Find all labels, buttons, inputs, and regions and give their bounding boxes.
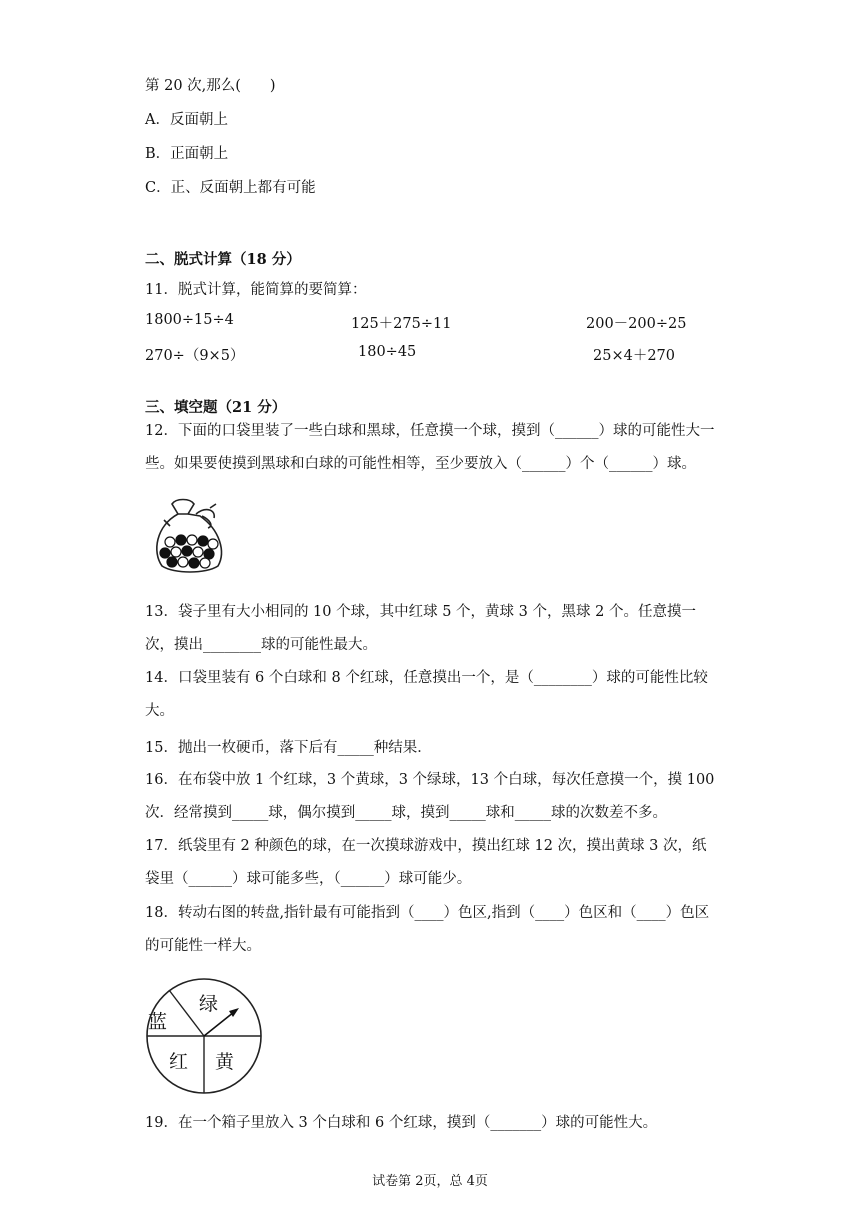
- q19-text: 19．在一个箱子里放入 3 个白球和 6 个红球，摸到（_______）球的可能性大。: [145, 1115, 658, 1131]
- q18-text: 18．转动右图的转盘,指针最有可能指到（____）色区,指到（____）色区和（____）色区的可能性一样大。: [145, 905, 710, 954]
- spinner-label-yellow: 黄: [215, 1051, 235, 1073]
- spinner-label-red: 红: [169, 1051, 189, 1073]
- section3-title: 三、填空题（21 分）: [145, 399, 287, 416]
- calc-2: 125＋275÷11: [351, 316, 452, 332]
- calc-6: 25×4＋270: [593, 348, 676, 364]
- calc-1: 1800÷15÷4: [145, 312, 234, 328]
- q17-text: 17．纸袋里有 2 种颜色的球，在一次摸球游戏中，摸出红球 12 次，摸出黄球 3 次，纸袋里（______）球可能多些，（______）球可能少。: [145, 838, 707, 887]
- q12-text: 12．下面的口袋里装了一些白球和黑球，任意摸一个球，摸到（______）球的可能性大一些。如果要使摸到黑球和白球的可能性相等，至少要放入（______）个（______）球。: [145, 423, 715, 472]
- calc-3: 200－200÷25: [586, 316, 687, 332]
- q16-text: 16．在布袋中放 1 个红球，3 个黄球，3 个绿球，13 个白球，每次任意摸一个，摸 100 次．经常摸到_____球，偶尔摸到_____球，摸到_____球和_____球的次数差不多。: [145, 772, 715, 821]
- calc-5: 180÷45: [358, 344, 417, 360]
- calc-4: 270÷（9×5）: [145, 348, 245, 364]
- q10-stem-tail: 第 20 次,那么( ): [145, 78, 276, 94]
- section2-title: 二、脱式计算（18 分）: [145, 251, 301, 268]
- page-footer: 试卷第 2页，总 4页: [372, 1174, 488, 1189]
- q10-option-a: A．反面朝上: [145, 112, 228, 128]
- q10-option-c: C．正、反面朝上都有可能: [145, 180, 316, 196]
- balls-group: [160, 535, 218, 568]
- q14-text: 14．口袋里装有 6 个白球和 8 个红球，任意摸出一个，是（________）球的可能性比较大。: [145, 670, 708, 719]
- spinner-label-green: 绿: [199, 993, 219, 1015]
- spinner-label-blue: 蓝: [148, 1011, 168, 1033]
- spinner-wheel: [144, 976, 264, 1096]
- q15-text: 15．抛出一枚硬币，落下后有_____种结果．: [145, 740, 432, 756]
- q11-text: 11．脱式计算，能简算的要简算：: [145, 282, 367, 298]
- q10-option-b: B．正面朝上: [145, 146, 229, 162]
- q13-text: 13．袋子里有大小相同的 10 个球，其中红球 5 个，黄球 3 个，黑球 2 个。任意摸一次，摸出________球的可能性最大。: [145, 604, 696, 653]
- ball-bag-image: [150, 496, 230, 576]
